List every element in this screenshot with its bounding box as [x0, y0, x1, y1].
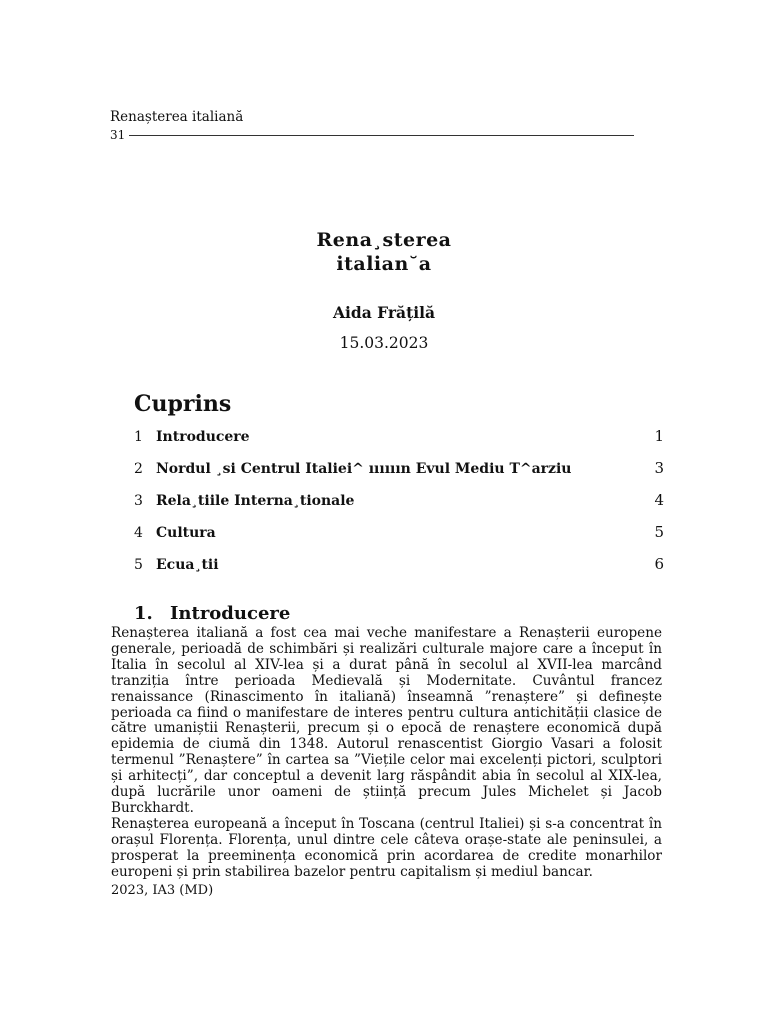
title-line-2: italian˘a	[336, 253, 432, 275]
body-paragraph: Renașterea italiană a fost cea mai veche manifestare a Renașterii europene generale, perioadă de schimbări și realizări culturale majore care a început în Italia în secolul al XIV-lea și a durat până în secolul al XVII-lea marcând tranziția între perioada Medievală și Modernitate. Cuvântul francez renaissance (Rinascimento în italiană) înseamnă ”renaștere” și definește perioada ca fiind o manifestare de interes pentru cultura antichității clasice de către umaniștii Renașterii, precum și o epocă de renaștere economică după epidemia de ciumă din 1348. Autorul renascentist Giorgio Vasari a folosit termenul ”Renaștere” în cartea sa ”Viețile celor mai excelenți pictori, sculptori și arhitecți”, dar conceptul a devenit larg răspândit abia în secolul al XIX-lea, după lucrările unor oameni de știință precum Jules Michelet și Jacob Burckhardt.	[111, 625, 662, 816]
author-name: Aida Frățilă	[332, 303, 436, 322]
document-title	[0, 228, 768, 276]
section-number: 1.	[134, 603, 153, 624]
toc-entry-number: 4	[134, 525, 143, 541]
toc-entry-page: 4	[654, 491, 664, 509]
toc-entry-page: 5	[654, 523, 664, 541]
toc-entry-label[interactable]: Rela¸tiile Interna¸tionale	[156, 493, 355, 509]
toc-entry-page: 1	[654, 427, 664, 445]
title-block	[0, 228, 768, 352]
toc-entry[interactable]	[134, 491, 664, 523]
toc-entry-number: 5	[134, 557, 143, 573]
section-heading	[134, 603, 290, 624]
title-line-1: Rena¸sterea	[316, 229, 452, 251]
page-number: 31	[110, 128, 126, 142]
toc-entry-number: 1	[134, 429, 143, 445]
header-rule	[129, 135, 634, 136]
toc-entry[interactable]	[134, 459, 664, 491]
table-of-contents	[134, 391, 664, 587]
document-date: 15.03.2023	[339, 334, 429, 352]
running-header	[110, 108, 634, 144]
toc-list	[134, 427, 664, 587]
toc-entry[interactable]	[134, 555, 664, 587]
running-title: Renașterea italiană	[110, 109, 244, 125]
toc-heading: Cuprins	[134, 391, 232, 417]
header-row	[110, 126, 634, 144]
toc-entry-page: 3	[654, 459, 664, 477]
toc-entry-page: 6	[654, 555, 664, 573]
page-footer: 2023, IA3 (MD)	[111, 883, 214, 898]
body-paragraph: Renașterea europeană a început în Toscana (centrul Italiei) și s-a concentrat în orașul Florența. Florența, unul dintre cele câteva orașe-state ale peninsulei, a prosperat la preeminența economică prin acordarea de credite monarhilor europeni și prin stabilirea bazelor pentru capitalism și mediul bancar.	[111, 815, 662, 880]
toc-entry-label[interactable]: Cultura	[156, 525, 216, 541]
section-body	[111, 626, 662, 881]
toc-entry-label[interactable]: Introducere	[156, 429, 250, 445]
toc-entry-label[interactable]: Nordul ¸si Centrul Italiei^ ıııııın Evul Mediu T^arziu	[156, 461, 572, 477]
toc-entry[interactable]	[134, 523, 664, 555]
toc-entry[interactable]	[134, 427, 664, 459]
toc-entry-number: 2	[134, 461, 143, 477]
toc-entry-number: 3	[134, 493, 143, 509]
section-title: Introducere	[170, 603, 291, 624]
toc-entry-label[interactable]: Ecua¸tii	[156, 557, 219, 573]
